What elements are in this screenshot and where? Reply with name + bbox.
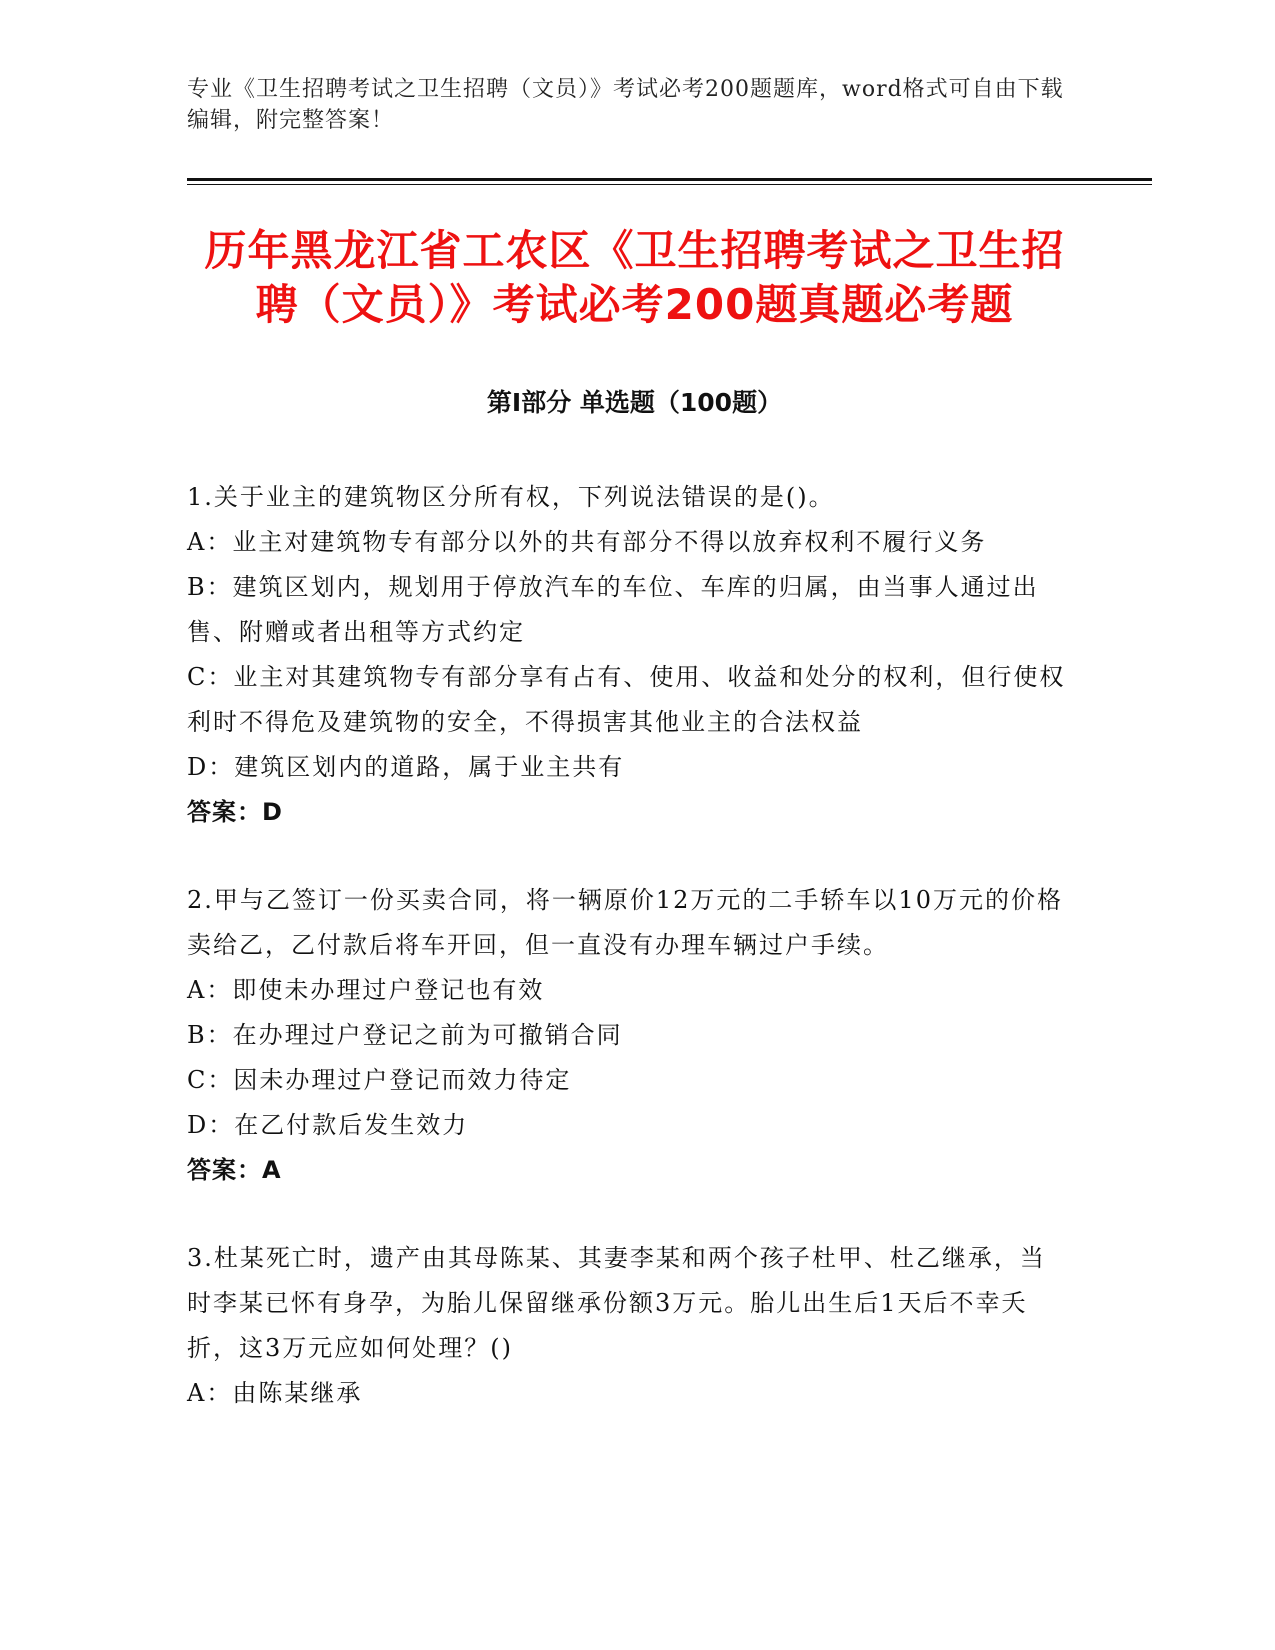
option-a: A：业主对建筑物专有部分以外的共有部分不得以放弃权利不履行义务 bbox=[187, 528, 987, 556]
question-3 bbox=[187, 1236, 1067, 1416]
option-c: C：因未办理过户登记而效力待定 bbox=[187, 1066, 572, 1094]
question-stem: 2.甲与乙签订一份买卖合同，将一辆原价12万元的二手轿车以10万元的价格卖给乙，乙付款后将车开回，但一直没有办理车辆过户手续。 bbox=[187, 886, 1063, 959]
header-note: 专业《卫生招聘考试之卫生招聘（文员）》考试必考200题题库，word格式可自由下载编辑，附完整答案！ bbox=[187, 77, 1064, 133]
option-a: A：即使未办理过户登记也有效 bbox=[187, 976, 545, 1004]
question-1 bbox=[187, 475, 1067, 835]
section-heading: 第Ⅰ部分 单选题（100题） bbox=[486, 388, 783, 417]
option-d: D：在乙付款后发生效力 bbox=[187, 1111, 469, 1139]
option-b: B：建筑区划内，规划用于停放汽车的车位、车库的归属，由当事人通过出售、附赠或者出租等方式约定 bbox=[187, 573, 1039, 646]
option-b: B：在办理过户登记之前为可撤销合同 bbox=[187, 1021, 623, 1049]
question-stem: 1.关于业主的建筑物区分所有权，下列说法错误的是()。 bbox=[187, 483, 835, 511]
question-stem: 3.杜某死亡时，遗产由其母陈某、其妻李某和两个孩子杜甲、杜乙继承，当时李某已怀有身孕，为胎儿保留继承份额3万元。胎儿出生后1天后不幸夭折，这3万元应如何处理？() bbox=[187, 1244, 1046, 1362]
answer-line: 答案：A bbox=[187, 1156, 282, 1184]
question-list bbox=[187, 475, 1067, 1459]
question-2 bbox=[187, 878, 1067, 1193]
option-a: A：由陈某继承 bbox=[187, 1379, 363, 1407]
option-d: D：建筑区划内的道路，属于业主共有 bbox=[187, 753, 625, 781]
answer-line: 答案：D bbox=[187, 798, 283, 826]
header-divider-thin bbox=[187, 184, 1152, 185]
option-c: C：业主对其建筑物专有部分享有占有、使用、收益和处分的权利，但行使权利时不得危及建筑物的安全，不得损害其他业主的合法权益 bbox=[187, 663, 1066, 736]
document-title: 历年黑龙江省工农区《卫生招聘考试之卫生招聘（文员）》考试必考200题真题必考题 bbox=[204, 226, 1065, 329]
header-divider-thick bbox=[187, 178, 1152, 181]
